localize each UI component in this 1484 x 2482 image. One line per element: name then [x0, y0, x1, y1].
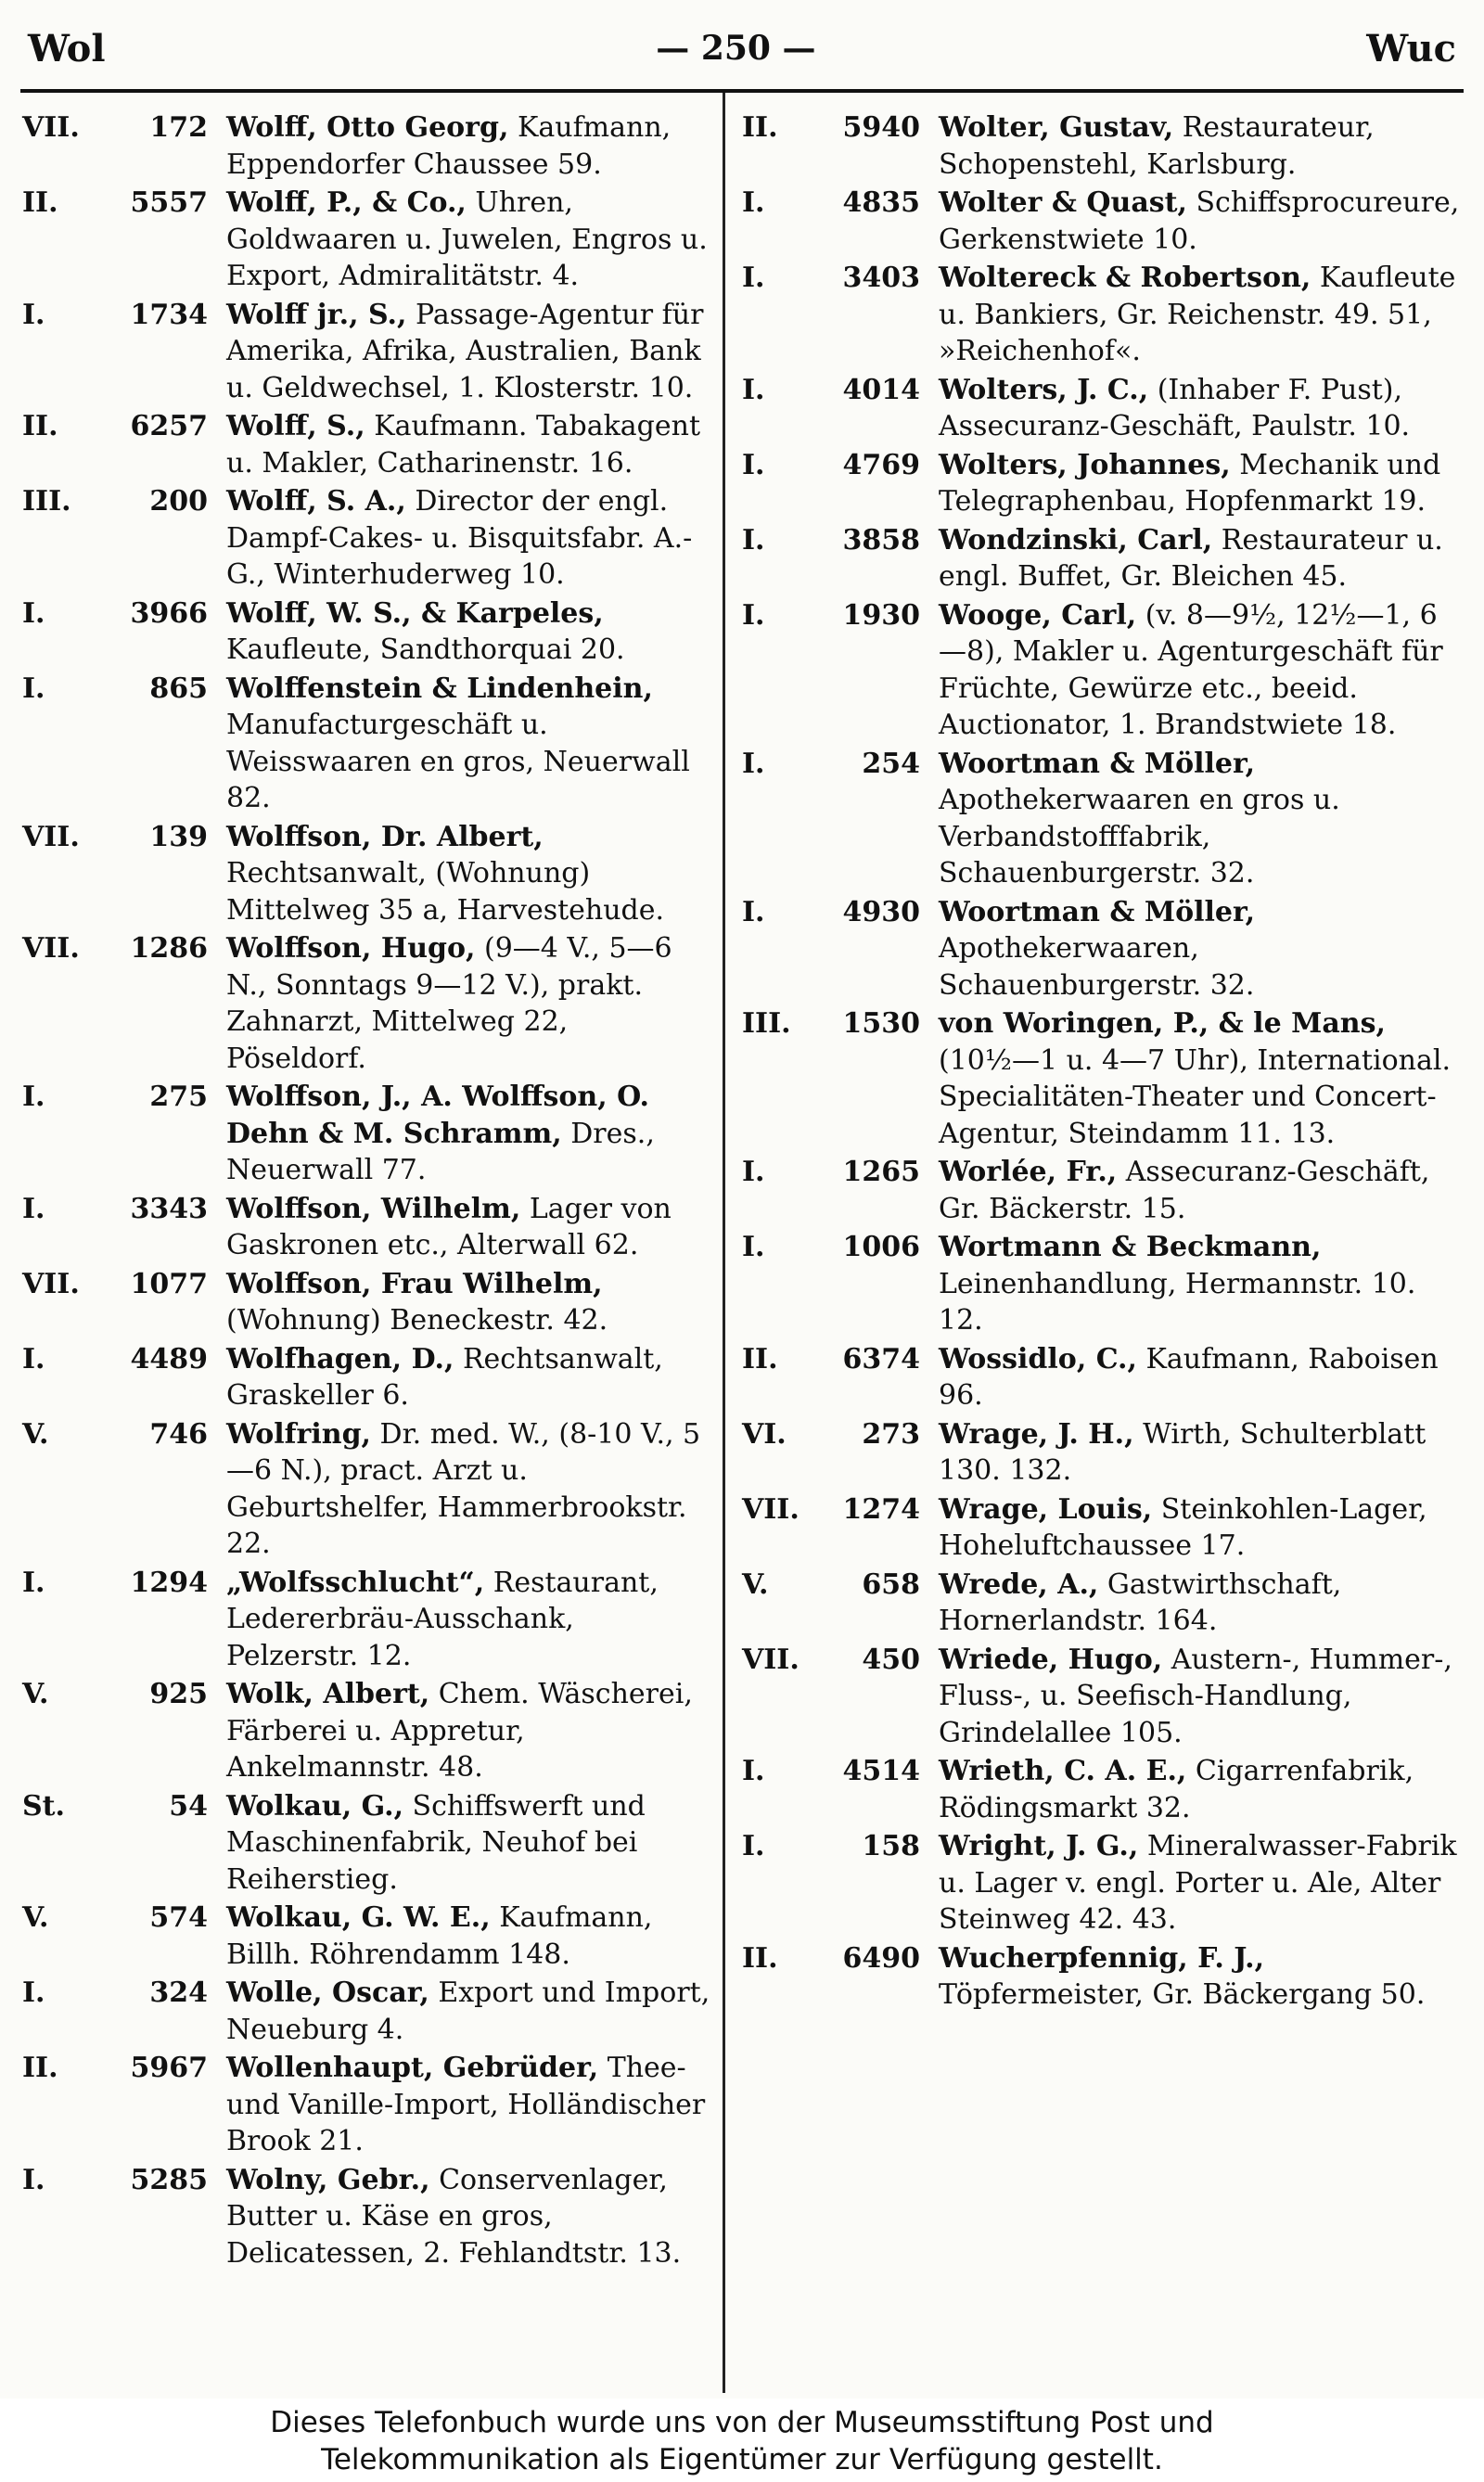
subscriber-details: Schiffsprocureure, Gerkenstwiete 10. [939, 186, 1460, 256]
subscriber-details: (10½—1 u. 4—7 Uhr), International. Specialitäten-Theater und Concert-Agentur, Steindamm 11. 13. [939, 1043, 1451, 1150]
subscriber-name: Wolffson, Frau Wilhelm, [226, 1267, 603, 1300]
entry-text [939, 597, 1461, 744]
entry-text [226, 930, 710, 1077]
phone-number [742, 260, 939, 297]
directory-entry [22, 109, 710, 183]
line-number: 1930 [842, 598, 920, 632]
subscriber-name: Wrede, A., [939, 1567, 1099, 1601]
directory-entry [22, 1900, 710, 1973]
exchange-office: VII. [22, 1267, 80, 1300]
subscriber-details: Rechtsanwalt, Graskeller 6. [226, 1342, 663, 1412]
phone-number [742, 894, 939, 931]
subscriber-details: Kaufmann, Billh. Röhrendamm 148. [226, 1901, 653, 1971]
phone-number [742, 109, 939, 147]
subscriber-details: Chem. Wäscherei, Färberei u. Appretur, Ankelmannstr. 48. [226, 1678, 693, 1784]
subscriber-details: (Wohnung) Beneckestr. 42. [226, 1304, 608, 1337]
line-number: 275 [149, 1081, 208, 1113]
line-number: 1265 [842, 1156, 920, 1188]
subscriber-name: Wolfring, [226, 1417, 371, 1451]
exchange-office: I. [742, 895, 765, 928]
subscriber-details: Dres., Neuerwall 77. [226, 1117, 655, 1186]
entry-text [939, 1940, 1461, 2014]
phone-number [22, 1900, 226, 1937]
entry-text [226, 1079, 710, 1189]
line-number: 5557 [130, 186, 208, 219]
phone-number [22, 185, 226, 222]
exchange-office: I. [742, 1231, 765, 1263]
entry-text [226, 1900, 710, 1973]
exchange-office: VII. [22, 820, 80, 853]
subscriber-name: Wolle, Oscar, [226, 1977, 429, 2009]
page-number: — 250 — [656, 29, 816, 68]
column-divider [723, 93, 725, 2393]
exchange-office: II. [742, 1342, 778, 1375]
phone-number [742, 746, 939, 783]
exchange-office: V. [22, 1901, 49, 1934]
phone-number [22, 2162, 226, 2199]
line-number: 450 [862, 1643, 920, 1676]
exchange-office: III. [22, 485, 71, 518]
subscriber-details: Mineralwasser-Fabrik u. Lager v. engl. Porter u. Ale, Alter Steinweg 42. 43. [939, 1830, 1457, 1936]
entry-text [226, 671, 710, 817]
exchange-office: V. [22, 1678, 49, 1710]
line-number: 172 [149, 111, 208, 144]
line-number: 1294 [130, 1566, 208, 1599]
subscriber-name: Wright, J. G., [939, 1830, 1139, 1862]
line-number: 4930 [842, 895, 920, 928]
subscriber-details: Kaufmann, Eppendorfer Chaussee 59. [226, 111, 672, 181]
exchange-office: I. [742, 1830, 765, 1862]
exchange-office: VII. [742, 1492, 800, 1526]
directory-entry [22, 408, 710, 481]
subscriber-details: Cigarrenfabrik, Rödingsmarkt 32. [939, 1755, 1414, 1824]
directory-entry [742, 1229, 1461, 1339]
subscriber-name: Wondzinski, Carl, [939, 523, 1213, 557]
subscriber-details: Passage-Agentur für Amerika, Afrika, Australien, Bank u. Geldwechsel, 1. Klosterstr. 10. [226, 298, 704, 404]
line-number: 658 [862, 1567, 920, 1601]
subscriber-name: Wolter & Quast, [939, 186, 1187, 219]
subscriber-details: Restaurateur, Schopenstehl, Karlsburg. [939, 111, 1375, 181]
phone-number [22, 1341, 226, 1378]
phone-number [742, 185, 939, 222]
line-number: 1077 [130, 1267, 208, 1300]
subscriber-name: von Woringen, P., & le Mans, [939, 1007, 1386, 1040]
phone-number [742, 447, 939, 484]
entry-text [939, 1491, 1461, 1565]
phone-number [22, 483, 226, 520]
exchange-office: III. [742, 1007, 791, 1040]
entry-text [226, 1191, 710, 1264]
entry-text [226, 408, 710, 481]
subscriber-name: Wolff, P., & Co., [226, 186, 467, 219]
directory-entry [742, 746, 1461, 892]
exchange-office: II. [22, 186, 58, 219]
line-number: 4489 [130, 1342, 208, 1375]
phone-number [22, 595, 226, 633]
directory-entry [22, 1191, 710, 1264]
subscriber-name: Wossidlo, C., [939, 1342, 1137, 1375]
directory-entry [22, 297, 710, 407]
line-number: 4769 [842, 448, 920, 481]
subscriber-name: Wolkau, G., [226, 1789, 404, 1823]
phone-number [22, 671, 226, 708]
header-left-keyword: Wol [28, 26, 106, 70]
subscriber-details: Manufacturgeschäft u. Weisswaaren en gros, Neuerwall 82. [226, 709, 690, 814]
entry-text [226, 819, 710, 929]
entry-text [226, 1975, 710, 2048]
subscriber-name: Woortman & Möller, [939, 895, 1256, 928]
entry-text [939, 1341, 1461, 1414]
exchange-office: I. [742, 186, 765, 219]
footer-notice [0, 2399, 1484, 2482]
entry-text [939, 185, 1461, 258]
line-number: 1734 [130, 298, 208, 331]
exchange-office: VII. [742, 1643, 800, 1676]
phone-number [22, 1416, 226, 1453]
directory-entry [742, 1940, 1461, 2014]
subscriber-name: Wriede, Hugo, [939, 1643, 1163, 1676]
directory-entry [742, 185, 1461, 258]
subscriber-details: Assecuranz-Geschäft, Gr. Bäckerstr. 15. [939, 1156, 1430, 1225]
line-number: 1530 [842, 1007, 920, 1040]
line-number: 4514 [842, 1755, 920, 1787]
phone-number [742, 522, 939, 559]
subscriber-name: Wolters, J. C., [939, 373, 1149, 406]
line-number: 4014 [842, 373, 920, 406]
subscriber-details: Kaufleute u. Bankiers, Gr. Reichenstr. 49. 51, »Reichenhof«. [939, 262, 1456, 367]
phone-number [22, 1975, 226, 2012]
line-number: 865 [149, 672, 208, 705]
directory-entry [22, 1975, 710, 2048]
entry-text [939, 1828, 1461, 1938]
subscriber-name: Wrage, J. H., [939, 1417, 1134, 1451]
entry-text [226, 1416, 710, 1563]
subscriber-name: Wolff, W. S., & Karpeles, [226, 596, 604, 630]
line-number: 746 [149, 1417, 208, 1451]
entry-text [939, 1005, 1461, 1152]
subscriber-details: Lager von Gaskronen etc., Alterwall 62. [226, 1192, 672, 1261]
subscriber-details: Export und Import, Neueburg 4. [226, 1977, 710, 2046]
subscriber-details: Mechanik und Telegraphenbau, Hopfenmarkt 19. [939, 448, 1441, 518]
phone-number [742, 1491, 939, 1529]
phone-number [742, 1416, 939, 1453]
exchange-office: I. [22, 1342, 45, 1375]
exchange-office: II. [742, 1941, 778, 1975]
exchange-office: I. [22, 596, 45, 630]
phone-number [742, 1005, 939, 1043]
page-header [28, 20, 1456, 76]
subscriber-details: Apothekerwaaren en gros u. Verbandstofffabrik, Schauenburgerstr. 32. [939, 784, 1340, 889]
entry-text [226, 1266, 710, 1339]
line-number: 6374 [842, 1342, 920, 1375]
subscriber-name: Wolff, Otto Georg, [226, 111, 509, 144]
subscriber-name: Wrieth, C. A. E., [939, 1755, 1187, 1787]
subscriber-details: Töpfermeister, Gr. Bäckergang 50. [939, 1978, 1426, 2011]
subscriber-details: Kaufleute, Sandthorquai 20. [226, 633, 625, 666]
line-number: 3343 [130, 1192, 208, 1225]
exchange-office: II. [22, 410, 58, 442]
line-number: 6257 [130, 410, 208, 442]
subscriber-name: Wortmann & Beckmann, [939, 1231, 1322, 1263]
line-number: 1006 [842, 1231, 920, 1263]
exchange-office: I. [22, 298, 45, 331]
entry-text [226, 297, 710, 407]
exchange-office: VI. [742, 1417, 787, 1451]
exchange-office: I. [22, 672, 45, 705]
exchange-office: I. [742, 1156, 765, 1188]
line-number: 925 [149, 1678, 208, 1710]
entry-text [226, 1676, 710, 1786]
phone-number [22, 1676, 226, 1713]
subscriber-details: (v. 8—9½, 12½—1, 6—8), Makler u. Agenturgeschäft für Früchte, Gewürze etc., beeid. Auctionator, 1. Brandstwiete 18. [939, 598, 1443, 741]
line-number: 4835 [842, 186, 920, 219]
entry-text [226, 109, 710, 183]
directory-entry [22, 1416, 710, 1563]
subscriber-details: Kaufmann. Tabakagent u. Makler, Catharinenstr. 16. [226, 410, 701, 480]
directory-entry [22, 483, 710, 594]
phone-number [742, 1154, 939, 1191]
line-number: 5285 [130, 2163, 208, 2196]
directory-entry [22, 1676, 710, 1786]
exchange-office: I. [742, 448, 765, 481]
subscriber-name: Wrage, Louis, [939, 1492, 1153, 1526]
line-number: 273 [862, 1417, 920, 1451]
subscriber-name: Wolff jr., S., [226, 298, 407, 331]
phone-number [22, 1079, 226, 1116]
entry-text [226, 2050, 710, 2160]
subscriber-details: Conservenlager, Butter u. Käse en gros, Delicatessen, 2. Fehlandtstr. 13. [226, 2163, 682, 2270]
entry-text [939, 1229, 1461, 1339]
subscriber-name: Wolffson, J., A. Wolffson, O. Dehn & M. Schramm, [226, 1081, 649, 1150]
subscriber-name: Woortman & Möller, [939, 747, 1256, 780]
phone-number [22, 297, 226, 334]
subscriber-details: Restaurant, Ledererbräu-Ausschank, Pelzerstr. 12. [226, 1566, 659, 1672]
line-number: 139 [149, 820, 208, 853]
directory-entry [22, 1079, 710, 1189]
directory-entry [742, 260, 1461, 370]
subscriber-details: Director der engl. Dampf-Cakes- u. Bisquitsfabr. A.-G., Winterhuderweg 10. [226, 485, 693, 591]
subscriber-name: Worlée, Fr., [939, 1156, 1118, 1188]
line-number: 3403 [842, 262, 920, 294]
line-number: 324 [149, 1977, 208, 2009]
subscriber-name: Wolff, S., [226, 410, 365, 442]
exchange-office: I. [742, 598, 765, 632]
directory-entry [742, 1753, 1461, 1826]
directory-entry [22, 1341, 710, 1414]
line-number: 3966 [130, 596, 208, 630]
phone-number [742, 1567, 939, 1604]
subscriber-details: Dr. med. W., (8-10 V., 5—6 N.), pract. Arzt u. Geburtshelfer, Hammerbrookstr. 22. [226, 1417, 701, 1560]
directory-entry [22, 1565, 710, 1675]
subscriber-details: Uhren, Goldwaaren u. Juwelen, Engros u. Export, Admiralitätstr. 4. [226, 186, 708, 292]
subscriber-details: Rechtsanwalt, (Wohnung) Mittelweg 35 a, Harvestehude. [226, 857, 665, 927]
exchange-office: I. [22, 1081, 45, 1113]
phone-number [22, 1565, 226, 1602]
directory-entry [22, 2050, 710, 2160]
subscriber-name: „Wolfsschlucht“, [226, 1566, 485, 1599]
entry-text [226, 1788, 710, 1899]
footer-line-1: Dieses Telefonbuch wurde uns von der Museumsstiftung Post und [270, 2406, 1214, 2439]
subscriber-name: Wolny, Gebr., [226, 2163, 430, 2196]
exchange-office: V. [742, 1567, 769, 1601]
directory-entry [22, 1788, 710, 1899]
directory-entry [22, 595, 710, 669]
directory-entry [22, 930, 710, 1077]
subscriber-name: Wolffson, Hugo, [226, 932, 476, 965]
exchange-office: I. [742, 373, 765, 406]
line-number: 5940 [842, 111, 920, 144]
line-number: 254 [862, 747, 920, 780]
header-rule [20, 89, 1464, 93]
directory-entry [742, 1491, 1461, 1565]
exchange-office: VII. [22, 111, 80, 144]
entry-text [939, 1416, 1461, 1490]
line-number: 3858 [842, 523, 920, 557]
entry-text [226, 595, 710, 669]
subscriber-name: Wolfhagen, D., [226, 1342, 454, 1375]
phone-number [22, 1191, 226, 1228]
directory-entry [742, 1341, 1461, 1414]
subscriber-name: Wucherpfennig, F. J., [939, 1941, 1265, 1975]
phone-number [742, 597, 939, 634]
exchange-office: II. [742, 111, 778, 144]
directory-entry [22, 671, 710, 817]
line-number: 5967 [130, 2052, 208, 2084]
phone-number [22, 1788, 226, 1825]
line-number: 54 [169, 1789, 208, 1823]
entry-text [939, 1753, 1461, 1826]
directory-entry [742, 109, 1461, 183]
subscriber-details: Schiffswerft und Maschinenfabrik, Neuhof bei Reiherstieg. [226, 1789, 646, 1896]
directory-entry [742, 1567, 1461, 1640]
phone-number [22, 930, 226, 967]
exchange-office: VII. [22, 932, 80, 965]
directory-entry [742, 447, 1461, 520]
entry-text [226, 1565, 710, 1675]
exchange-office: I. [742, 262, 765, 294]
phone-number [22, 2050, 226, 2087]
subscriber-name: Wolk, Albert, [226, 1678, 430, 1710]
subscriber-name: Wolters, Johannes, [939, 448, 1231, 481]
entry-text [939, 1154, 1461, 1227]
entry-text [939, 109, 1461, 183]
entry-text [939, 894, 1461, 1004]
subscriber-name: Woltereck & Robertson, [939, 262, 1311, 294]
exchange-office: I. [742, 523, 765, 557]
line-number: 158 [862, 1830, 920, 1862]
header-right-keyword: Wuc [1366, 26, 1456, 70]
exchange-office: I. [742, 747, 765, 780]
phone-number [22, 408, 226, 445]
subscriber-name: Wolffson, Wilhelm, [226, 1192, 521, 1225]
entry-text [939, 1567, 1461, 1640]
phone-number [742, 372, 939, 409]
directory-entry [742, 1154, 1461, 1227]
line-number: 574 [149, 1901, 208, 1934]
phone-number [742, 1940, 939, 1977]
entry-text [939, 522, 1461, 595]
phone-number [22, 1266, 226, 1303]
right-column [742, 109, 1461, 2015]
exchange-office: St. [22, 1789, 65, 1823]
exchange-office: II. [22, 2052, 58, 2084]
phone-number [22, 109, 226, 147]
directory-entry [22, 819, 710, 929]
line-number: 200 [149, 485, 208, 518]
directory-entry [22, 1266, 710, 1339]
entry-text [939, 372, 1461, 445]
directory-entry [742, 372, 1461, 445]
directory-entry [742, 894, 1461, 1004]
line-number: 1274 [842, 1492, 920, 1526]
exchange-office: I. [22, 1566, 45, 1599]
entry-text [939, 746, 1461, 892]
phone-number [742, 1341, 939, 1378]
phone-number [742, 1229, 939, 1266]
exchange-office: V. [22, 1417, 49, 1451]
directory-entry [22, 2162, 710, 2272]
subscriber-details: Restaurateur u. engl. Buffet, Gr. Bleichen 45. [939, 523, 1443, 593]
subscriber-name: Wolffenstein & Lindenhein, [226, 672, 653, 705]
exchange-office: I. [742, 1755, 765, 1787]
subscriber-name: Wolkau, G. W. E., [226, 1901, 491, 1934]
directory-entry [22, 185, 710, 295]
directory-entry [742, 597, 1461, 744]
subscriber-name: Wolffson, Dr. Albert, [226, 820, 544, 853]
subscriber-details: Wirth, Schulterblatt 130. 132. [939, 1417, 1426, 1487]
entry-text [226, 2162, 710, 2272]
entry-text [939, 1642, 1461, 1752]
subscriber-name: Wollenhaupt, Gebrüder, [226, 2052, 599, 2084]
subscriber-details: (Inhaber F. Pust), Assecuranz-Geschäft, Paulstr. 10. [939, 373, 1411, 442]
directory-entry [742, 1416, 1461, 1490]
line-number: 6490 [842, 1941, 920, 1975]
subscriber-details: Steinkohlen-Lager, Hoheluftchaussee 17. [939, 1492, 1427, 1562]
exchange-office: I. [22, 1192, 45, 1225]
subscriber-name: Wolff, S. A., [226, 485, 406, 518]
entry-text [226, 185, 710, 295]
phone-number [742, 1642, 939, 1679]
subscriber-details: Gastwirthschaft, Hornerlandstr. 164. [939, 1567, 1342, 1637]
entry-text [226, 1341, 710, 1414]
line-number: 1286 [130, 932, 208, 965]
phone-number [742, 1828, 939, 1865]
left-column [22, 109, 710, 2273]
directory-entry [742, 1005, 1461, 1152]
subscriber-details: Apothekerwaaren, Schauenburgerstr. 32. [939, 932, 1255, 1002]
subscriber-details: Thee- und Vanille-Import, Holländischer Brook 21. [226, 2052, 706, 2157]
footer-line-2: Telekommunikation als Eigentümer zur Verfügung gestellt. [321, 2443, 1163, 2476]
subscriber-details: Kaufmann, Raboisen 96. [939, 1342, 1439, 1412]
subscriber-name: Wolter, Gustav, [939, 111, 1174, 144]
directory-entry [742, 1828, 1461, 1938]
phone-number [22, 819, 226, 856]
subscriber-details: Austern-, Hummer-, Fluss-, u. Seefisch-Handlung, Grindelallee 105. [939, 1643, 1452, 1749]
subscriber-details: (9—4 V., 5—6 N., Sonntags 9—12 V.), prakt. Zahnarzt, Mittelweg 22, Pöseldorf. [226, 932, 672, 1075]
entry-text [939, 260, 1461, 370]
subscriber-details: Leinenhandlung, Hermannstr. 10. 12. [939, 1267, 1416, 1337]
directory-entry [742, 522, 1461, 595]
directory-entry [742, 1642, 1461, 1752]
entry-text [226, 483, 710, 594]
entry-text [939, 447, 1461, 520]
exchange-office: I. [22, 2163, 45, 2196]
exchange-office: I. [22, 1977, 45, 2009]
subscriber-name: Wooge, Carl, [939, 598, 1137, 632]
phone-number [742, 1753, 939, 1790]
